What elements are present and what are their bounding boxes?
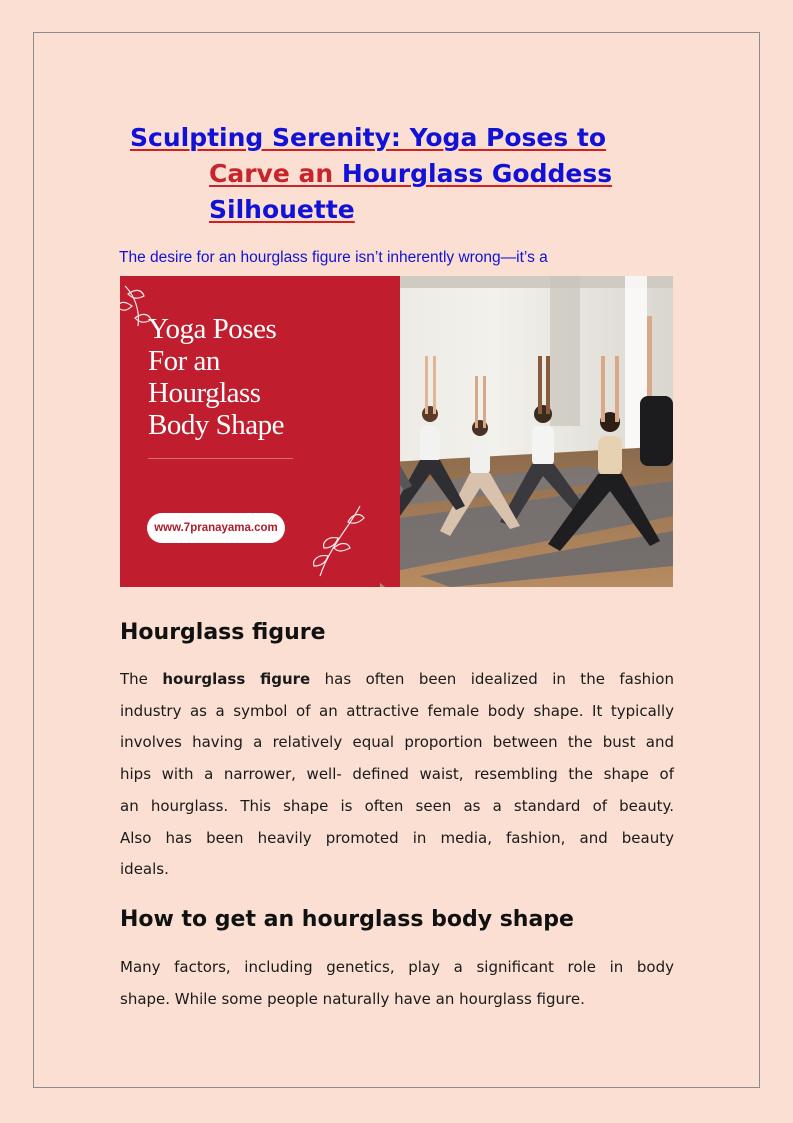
paragraph-line: Also has been heavily promoted in media, fashion, and beauty [120,828,674,847]
paragraph-line: an hourglass. This shape is often seen as a standard of beauty. [120,796,674,815]
hero-title-line: Body Shape [148,409,284,441]
hero-divider [148,458,293,459]
title-link-part-2[interactable]: Hourglass Goddess [341,159,613,188]
title-line-1[interactable] [130,120,606,156]
hero-url-badge: www.7pranayama.com [147,513,285,543]
section-heading-hourglass-figure: Hourglass figure [120,620,326,645]
hero-title-line: Hourglass [148,377,261,409]
hero-red-panel [120,276,380,587]
bold-term: hourglass figure [162,670,311,688]
hero-title-line: Yoga Poses [148,313,277,345]
title-red-part[interactable]: Carve an [209,159,342,188]
paragraph-line: Many factors, including genetics, play a significant role in body [120,958,674,976]
title-link-part-1[interactable]: Sculpting Serenity: Yoga Poses to [130,123,607,152]
paragraph-line: hips with a narrower, well- defined waist, resembling the shape of [120,765,674,784]
paragraph-line: industry as a symbol of an attractive female body shape. It typically [120,701,674,720]
paragraph-line: The hourglass figure has often been idealized in the fashion [120,670,674,688]
intro-text: The desire for an hourglass figure isn’t inherently wrong—it’s a [119,249,548,266]
paragraph-line: involves having a relatively equal proportion between the bust and [120,733,674,752]
paragraph-line: ideals. [120,860,169,879]
hero-title-line: For an [148,345,220,377]
paragraph-hourglass-figure [120,664,674,886]
hero-title [148,313,373,441]
title-line-3[interactable] [209,192,355,228]
hero-image [120,276,673,587]
title-line-2[interactable] [209,156,612,192]
paragraph-line: shape. While some people naturally have an hourglass figure. [120,989,585,1008]
section-heading-how-to: How to get an hourglass body shape [120,907,574,932]
title-link-part-3[interactable]: Silhouette [209,195,355,224]
paragraph-how-to [120,952,674,1015]
